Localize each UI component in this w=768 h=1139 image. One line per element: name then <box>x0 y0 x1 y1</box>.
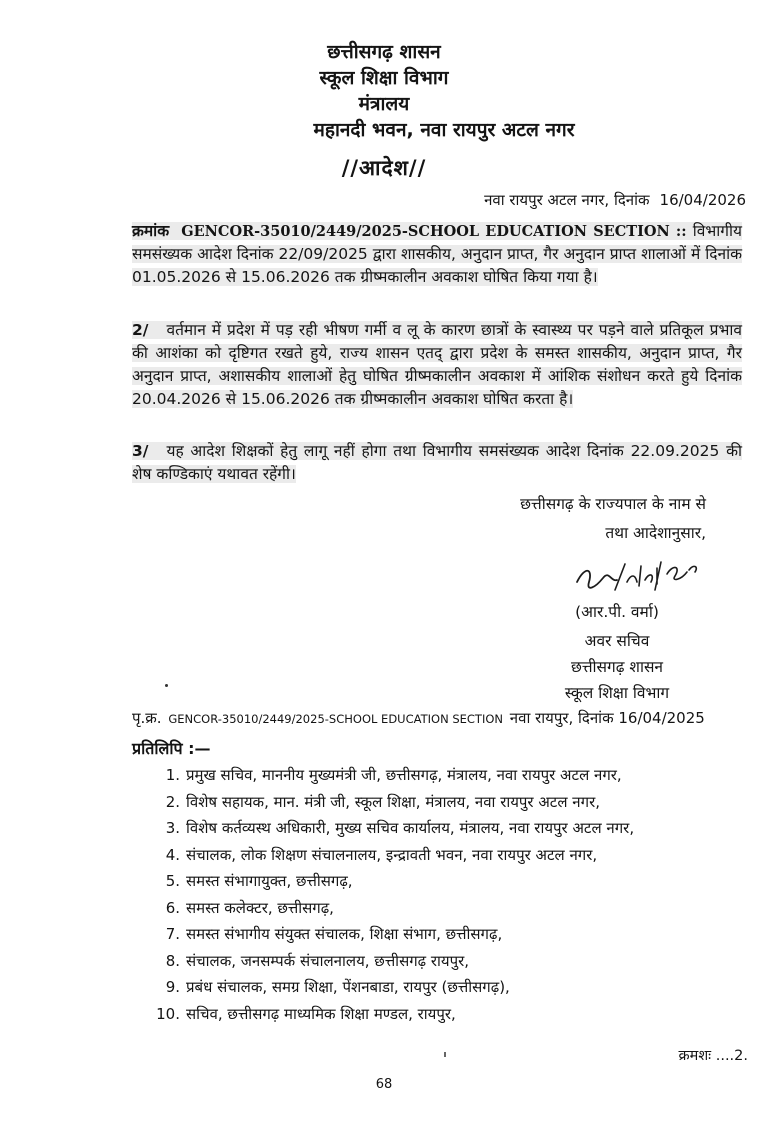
list-item-text: संचालक, लोक शिक्षण संचालनालय, इन्द्रावती भवन, नवा रायपुर अटल नगर, <box>186 845 598 864</box>
page-number: 68 <box>375 1077 393 1092</box>
signature-intro-line1: छत्तीसगढ़ के राज्यपाल के नाम से <box>520 495 706 513</box>
header-ministry: मंत्रालय <box>358 93 410 115</box>
list-item-number: 2. <box>165 792 180 811</box>
order-dateline <box>474 190 746 210</box>
endorsement-reference: GENCOR-35010/2449/2025-SCHOOL EDUCATION SECTION <box>168 712 503 726</box>
order-place: नवा रायपुर अटल नगर, दिनांक <box>484 191 650 209</box>
header-address: महानदी भवन, नवा रायपुर अटल नगर <box>313 119 575 141</box>
list-item-text: प्रमुख सचिव, माननीय मुख्यमंत्री जी, छत्तीसगढ़, मंत्रालय, नवा रायपुर अटल नगर, <box>186 766 622 784</box>
signature-intro-line2: तथा आदेशानुसार, <box>605 524 706 542</box>
endorsement-place-date: नवा रायपुर, दिनांक 16/04/2025 <box>509 709 705 727</box>
signatory-org-line1: छत्तीसगढ़ शासन <box>570 658 664 676</box>
paragraph-1-highlight <box>132 222 742 286</box>
list-item-number: 3. <box>165 819 180 837</box>
order-date: 16/04/2026 <box>659 191 746 209</box>
list-item-text: विशेष सहायक, मान. मंत्री जी, स्कूल शिक्षा, मंत्रालय, नवा रायपुर अटल नगर, <box>186 792 600 811</box>
signatory-designation: अवर सचिव <box>584 632 650 650</box>
stray-mark <box>444 1052 446 1057</box>
list-item-text: समस्त संभागीय संयुक्त संचालक, शिक्षा संभाग, छत्तीसगढ़, <box>186 925 503 943</box>
handwritten-signature <box>565 552 715 602</box>
list-item-text: सचिव, छत्तीसगढ़ माध्यमिक शिक्षा मण्डल, रायपुर, <box>186 1004 456 1023</box>
list-item <box>150 924 750 951</box>
list-item <box>150 845 750 872</box>
header-department: स्कूल शिक्षा विभाग <box>319 67 449 89</box>
signatory-org-line2: स्कूल शिक्षा विभाग <box>564 684 670 702</box>
list-item-number: 7. <box>165 925 180 943</box>
paragraph-2-text: वर्तमान में प्रदेश में पड़ रही भीषण गर्मी व लू के कारण छात्रों के स्वास्थ्य पर पड़ने वाले प्रतिकूल प्रभाव की आशंका को दृष्टिगत रखते हुये, राज्य शासन एतद् द्वारा प्रदेश के समस्त शासकीय, अनुदान प्राप्त, गैर अनुदान प्राप्त, अशासकीय शालाओं हेतु घोषित ग्रीष्मकालीन अवकाश में आंशिक संशोधन करते हुये दिनांक 20.04.2026 से 15.06.2026 तक ग्रीष्मकालीन अवकाश घोषित करता है। <box>132 321 742 408</box>
list-item-text: समस्त संभागायुक्त, छत्तीसगढ़, <box>186 872 353 890</box>
list-item-number: 8. <box>165 951 180 970</box>
paragraph-3-text: यह आदेश शिक्षकों हेतु लागू नहीं होगा तथा विभागीय समसंख्यक आदेश दिनांक 22.09.2025 की शेष कण्डिकाएं यथावत रहेंगी। <box>132 442 742 483</box>
paragraph-2-number: 2/ <box>132 321 149 339</box>
endorsement-line <box>132 708 705 728</box>
order-reference: GENCOR-35010/2449/2025-SCHOOL EDUCATION SECTION :: <box>181 223 687 240</box>
list-item-number: 10. <box>156 1004 180 1023</box>
paragraph-3 <box>132 440 742 486</box>
paragraph-3-number: 3/ <box>132 442 149 460</box>
list-item-number: 5. <box>165 872 180 890</box>
list-item <box>150 792 750 819</box>
paragraph-1 <box>132 220 742 289</box>
list-item <box>150 977 750 1004</box>
list-item <box>150 898 750 925</box>
list-item-text: संचालक, जनसम्पर्क संचालनालय, छत्तीसगढ़ रायपुर, <box>186 951 470 970</box>
paragraph-2-highlight <box>132 321 742 408</box>
endorsement-label: पृ.क्र. <box>132 709 162 727</box>
list-item-text: विशेष कर्तव्यस्थ अधिकारी, मुख्य सचिव कार्यालय, मंत्रालय, नवा रायपुर अटल नगर, <box>186 819 635 837</box>
paragraph-2 <box>132 319 742 411</box>
list-item <box>150 765 750 792</box>
list-item-number: 6. <box>165 898 180 917</box>
paragraph-3-highlight <box>132 442 742 483</box>
header-government: छत्तीसगढ़ शासन <box>327 41 441 63</box>
stray-mark <box>165 684 168 687</box>
list-item <box>150 951 750 978</box>
list-item-number: 1. <box>165 766 180 784</box>
continued-marker: क्रमशः ....2. <box>678 1048 748 1064</box>
list-item <box>150 871 750 898</box>
list-item <box>150 1004 750 1031</box>
list-item-number: 9. <box>165 978 180 996</box>
copy-to-title: प्रतिलिपि :— <box>132 739 211 758</box>
paragraph-1-text: विभागीय समसंख्यक आदेश दिनांक 22/09/2025 द्वारा शासकीय, अनुदान प्राप्त, गैर अनुदान प्राप्त शालाओं में दिनांक 01.05.2026 से 15.06.2026 तक ग्रीष्मकालीन अवकाश घोषित किया गया है। <box>132 222 742 286</box>
list-item-number: 4. <box>165 845 180 864</box>
list-item <box>150 818 750 845</box>
list-item-text: समस्त कलेक्टर, छत्तीसगढ़, <box>186 898 334 917</box>
signatory-name: (आर.पी. वर्मा) <box>575 603 659 621</box>
copy-recipient-list <box>150 765 750 1030</box>
order-number-label: क्रमांक <box>132 222 170 240</box>
order-title: //आदेश// <box>341 156 427 180</box>
list-item-text: प्रबंध संचालक, समग्र शिक्षा, पेंशनबाडा, रायपुर (छत्तीसगढ़), <box>186 978 510 996</box>
